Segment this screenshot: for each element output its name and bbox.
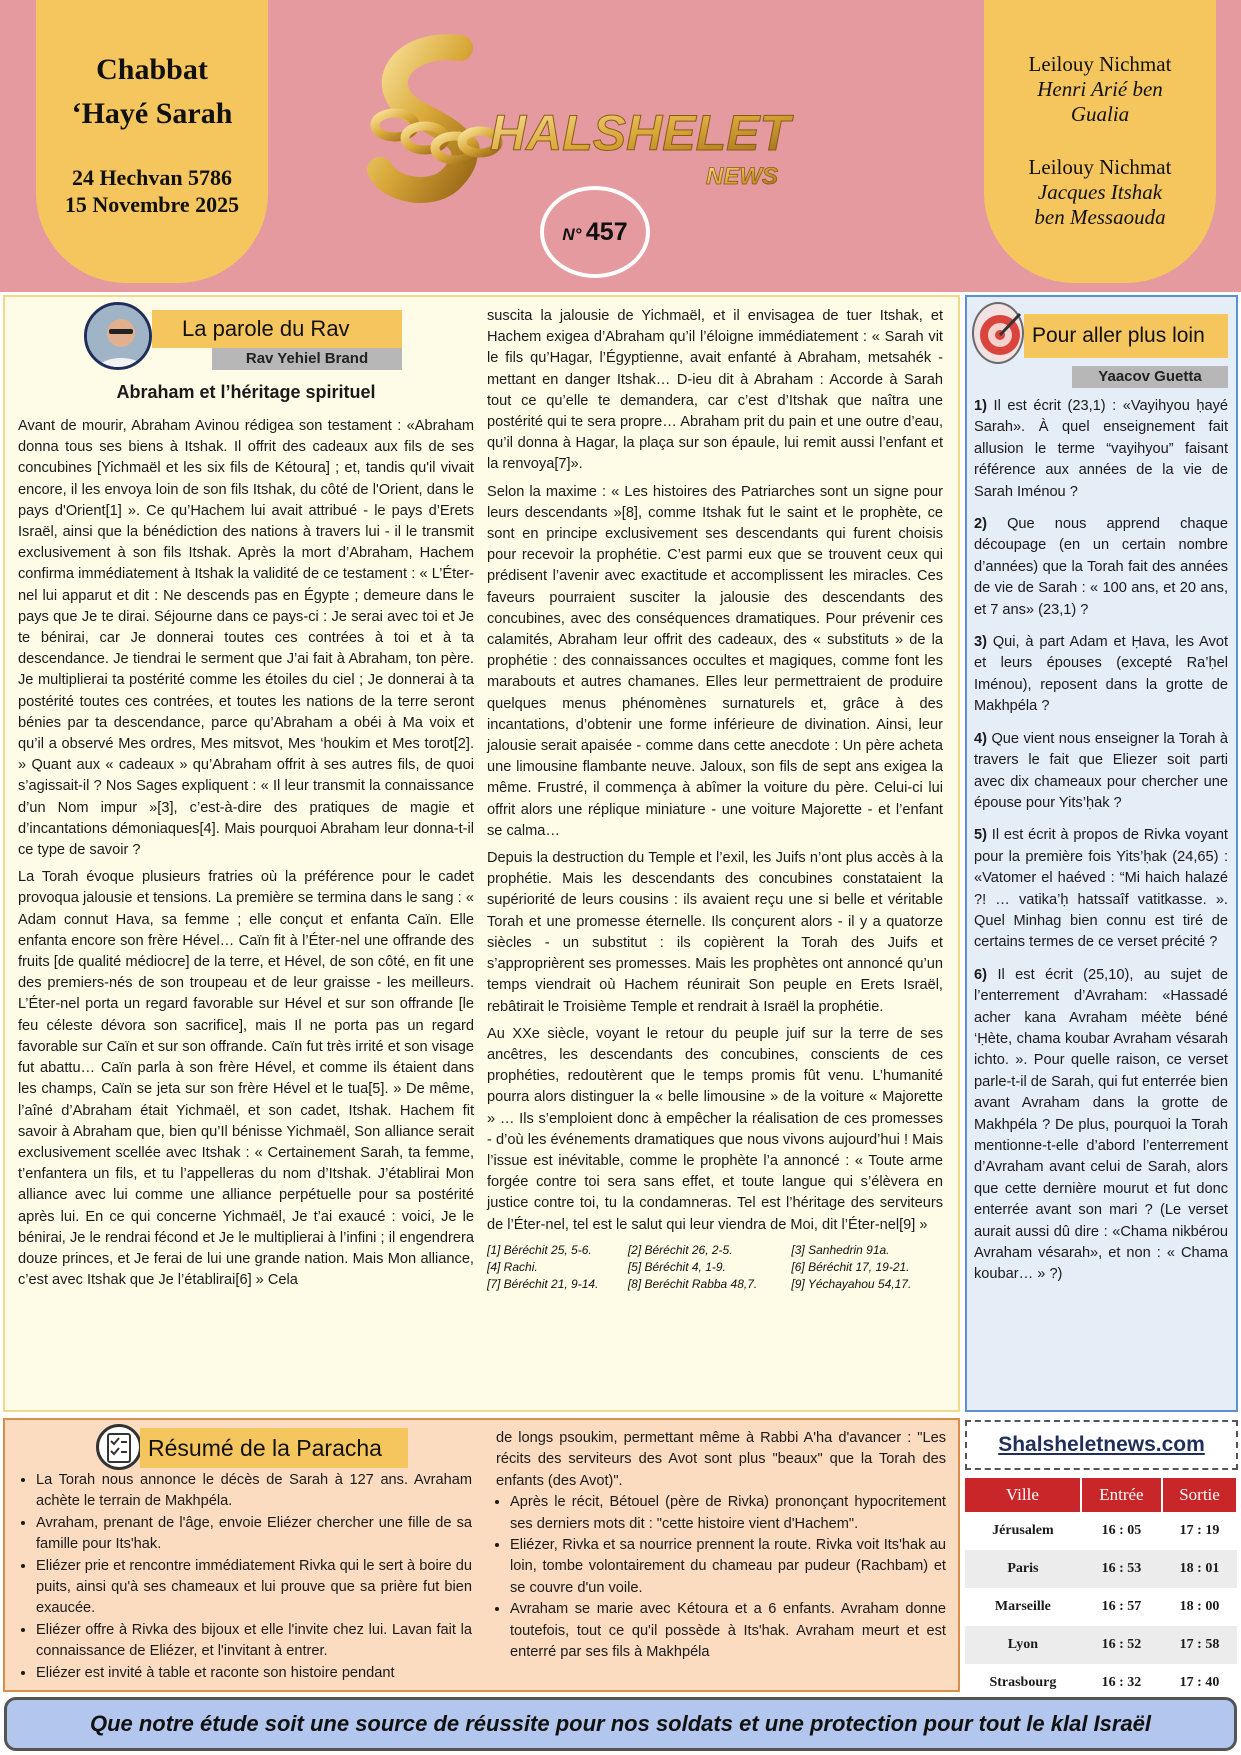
article-paragraph: suscita la jalousie de Yichmaël, et il envisagea de tuer Itshak, et Hachem exigea d’Abraham qu’il l’éloigne immédiatement : « Sarah vit le fils qu’Hagar, l’Égyptienne, avait enfanté à Abraham, metsahék - mettant en danger Itshak… D-ieu dit à Abraham : Accorde à Sarah tout ce qu’elle te demandera, car c’est d’Itshak que naîtra une postérité qui te sera propre… Abraham prit du pain et une outre d’eau, qu’il donna à Hagar, la plaça sur son épaule, lui remit aussi l’enfant et la renvoya[7]». (487, 308, 943, 473)
summary-item: • Eliézer prie et rencontre immédiatement Rivka qui le sert à boire du puits, ainsi qu'à ses chameaux et lui prouve que sa prière fut bien exaucée. (36, 1556, 472, 1620)
footnotes (487, 1242, 943, 1293)
column-header: Ville (965, 1478, 1081, 1512)
table-row: Jérusalem 16 : 05 17 : 19 (965, 1512, 1237, 1550)
website-box (965, 1420, 1238, 1470)
table-row: Marseille 16 : 57 18 : 00 (965, 1588, 1237, 1626)
question-item: 5) Il est écrit à propos de Rivka voyant pour la première fois Yits’ḥak (24,65) : «Vatomer el haéved : “Mi haich halazé ?! … vatika’ḥ hatssaîf vatitkasse. ». Quel Minhag bien connu est tiré de certains termes de ce verset précité ? (974, 827, 1228, 951)
hebrew-date: 24 Hechvan 5786 (71, 165, 233, 190)
summary-item: • Avraham, prenant de l'âge, envoie Eliézer chercher une fille de sa famille pour Its'hak. (36, 1513, 472, 1556)
questions-section-title: Pour aller plus loin (1024, 314, 1228, 358)
questions-list (974, 396, 1228, 1297)
table-row: Lyon 16 : 52 17 : 58 (965, 1626, 1237, 1664)
logo-subtitle: NEWS (706, 163, 778, 190)
logo-wordmark: HALSHELET (490, 105, 790, 161)
rav-author: Rav Yehiel Brand (212, 348, 402, 370)
footnote: [4] Rachi. (487, 1259, 538, 1274)
parasha-date-badge (36, 0, 268, 283)
footnote: [7] Béréchit 21, 9-14. (487, 1276, 599, 1291)
summary-item: • Eliézer offre à Rivka des bijoux et elle l'invite chez lui. Lavan fait la connaissance de Eliézer, et l'invitant à entrer. (36, 1620, 472, 1663)
footnote: [5] Béréchit 4, 1-9. (627, 1259, 726, 1274)
rav-section-title: La parole du Rav (152, 310, 402, 348)
shalshelet-logo (340, 30, 860, 210)
article-column-1 (18, 416, 474, 1297)
article-paragraph: Depuis la destruction du Temple et l’exil, les Juifs n’ont plus accès à la prophétie. Mais les descendants des concubines constataient la supériorité de leurs cousins : ils avaient reçu une si belle et véritable Torah et une promesse éternelle. Ils conçurent alors - il y a quatorze siècles - un substitut : ils copièrent la Torah des Juifs et s’approprièrent ses promesses. Mais les prophètes ont annoncé qu’un temps viendrait où Hachem réunirait Son peuple en Erets Israël, rebâtirait le Troisième Temple et rendrait à Israël la prophétie. (487, 850, 943, 1015)
footnote: [9] Yéchayahou 54,17. (791, 1276, 912, 1291)
footnote: [1] Béréchit 25, 5-6. (487, 1242, 592, 1257)
question-item: 4) Que vient nous enseigner la Torah à travers le fait que Eliezer soit parti avec dix chameaux pour chercher une épouse pour Yits’ḥak ? (974, 730, 1228, 811)
summary-continuation: de longs psoukim, permettant même à Rabbi A'ha d'avancer : "Les récits des serviteurs des Avot sont plus "beaux" que la Torah des enfants (des Avot)". (496, 1430, 946, 1489)
article-paragraph: La Torah évoque plusieurs fratries où la préférence pour le cadet provoqua jalousie et tensions. La première se termina dans le sang : « Adam connut Hava, sa femme ; elle conçut et enfanta Caïn. Elle enfanta encore son frère Hével… Caïn fit à l’Éter-nel une offrande des fruits [de qualité médiocre] de la terre, et Hével, de son côté, en fit une des premiers-nés de son troupeau et de leur graisse - les meilleurs. L’Éter-nel porta un regard favorable sur Hével et sur son offrande [le feu céleste dévora son sacrifice], mais Il ne porta pas un regard favorable sur Caïn et sur son offrande. Caïn fut très irrité et son visage fut abattu… Caïn parla à son frère Hével, et comme ils étaient dans les champs, Caïn se jeta sur son frère Hével et le tua[5]. » De même, l’aîné d’Abraham était Yichmaël, et son cadet, Itshak. Hachem fit savoir à Abraham que, bien qu’Il bénisse Yichmaël, Son alliance serait exclusivement scellée avec Itshak : « Certainement Sarah, ta femme, t’enfantera un fils, et tu l’appelleras du nom d’Itshak. J’établirai Mon alliance avec lui comme une alliance perpétuelle pour sa postérité après lui. En ce qui concerne Yichmaël, Je t’ai exaucé : voici, Je le bénirai, Je le rendrai fécond et Je le multiplierai à l’infini ; il engendrera douze princes, et Je ferai de lui une grande nation. Mais Mon alliance, c’est avec Itshak que Je l’établirai[6] » Cela (18, 869, 474, 1289)
column-header: Sortie (1162, 1478, 1237, 1512)
issue-number-badge (540, 186, 650, 278)
dedication-name-2a: Jacques Itshak (1037, 180, 1163, 204)
dedication-label-1: Leilouy Nichmat (1028, 52, 1172, 76)
page-header (0, 0, 1241, 292)
question-item: 1) Il est écrit (23,1) : «Vayihyou ḥayé Sarah». À quel enseignement fait allusion le terme “vayihyou” faisant référence aux années de la vie de Sarah Iménou ? (974, 398, 1228, 500)
table-row: Paris 16 : 53 18 : 01 (965, 1550, 1237, 1588)
dedication-label-2: Leilouy Nichmat (1028, 155, 1172, 179)
summary-item: • Après le récit, Bétouel (père de Rivka) prononçant hypocritement ses derniers mots dit : "cette histoire vient d'Hachem". (510, 1492, 946, 1535)
issue-prefix: N° (562, 225, 582, 244)
article-paragraph: Selon la maxime : « Les histoires des Patriarches sont un signe pour leurs descendants »[8], comme Itshak fut le saint et le prophète, ce sont en principe exclusivement ses descendants qui furent choisis pour recevoir la prophétie. C’est parmi eux que se trouvent ceux qui prédisent l’avenir avec exactitude et accomplissent les miracles. Ces faveurs pourraient susciter la jalousie des descendants des concubines, avec des conséquences dramatiques. Pour prévenir ces calamités, Abraham leur offrit des cadeaux, des « substituts » de la prophétie : des connaissances occultes et magiques, comme font les marabouts et autres chamanes. Elles leur permettraient de produire quelques menus phénomènes surnaturels et, grâce à des incantations, d’obtenir une forme inférieure de divination. Ainsi, leur jalousie serait apaisée - comme dans cette anecdote : Un père acheta une limousine flambante neuve. Jaloux, son fils de sept ans exigea la même. Frustré, il commença à abîmer la voiture du père. Celui-ci lui offrit alors une réplique miniature - une voiture Majorette - et l’enfant se calma… (487, 483, 943, 839)
website-link[interactable]: Shalsheletnews.com (998, 1433, 1205, 1456)
parasha-title-line1: Chabbat (96, 53, 208, 86)
footnote: [6] Béréchit 17, 19-21. (791, 1259, 910, 1274)
issue-number: 457 (585, 218, 628, 246)
dedication-name-2b: ben Messaouda (1034, 205, 1166, 229)
summary-item: • Eliézer, Rivka et sa nourrice prennent la route. Rivka voit Its'hak au loin, tombe volontairement du chameau par pudeur (Rachbam) et se couvre d'un voile. (510, 1535, 946, 1599)
column-header: Entrée (1081, 1478, 1162, 1512)
question-item: 3) Qui, à part Adam et Ḥava, les Avot et leurs épouses (excepté Ra’ḥel Iménou), reposent dans la grotte de Makhpéla ? (974, 634, 1228, 715)
footnote: [8] Beréchit Rabba 48,7. (627, 1276, 758, 1291)
dedication-badge (984, 0, 1216, 283)
article-title: Abraham et l’héritage spirituel (116, 382, 376, 402)
table-row: Strasbourg 16 : 32 17 : 40 (965, 1664, 1237, 1702)
summary-item: • La Torah nous annonce le décès de Sarah à 127 ans. Avraham achète le terrain de Makhpéla. (36, 1470, 472, 1513)
parasha-title-line2: ‘Hayé Sarah (71, 97, 233, 130)
article-column-2 (487, 306, 943, 1293)
summary-item: • Avraham se marie avec Kétoura et a 6 enfants. Avraham donne toutefois, tout ce qu'il possède à Its'hak. Avraham meurt et est enterré par ses fils à Makhpéla (510, 1599, 946, 1663)
footnote: [2] Béréchit 26, 2-5. (627, 1242, 733, 1257)
questions-author: Yaacov Guetta (1072, 366, 1228, 388)
footnote: [3] Sanhedrin 91a. (791, 1242, 890, 1257)
target-icon (972, 302, 1024, 364)
civil-date: 15 Novembre 2025 (64, 192, 240, 217)
checklist-icon (96, 1424, 142, 1470)
question-item: 2) Que nous apprend chaque découpage (en un certain nombre d’années) que la Torah fait des années de vie de Sarah : « 100 ans, et 20 ans, et 7 ans» (23,1) ? (974, 516, 1228, 618)
summary-section-title: Résumé de la Paracha (140, 1428, 408, 1468)
article-paragraph: Au XXe siècle, voyant le retour du peuple juif sur la terre de ses ancêtres, les descendants des concubines, conscients de ces prophéties, redoutèrent que le temps promis fût venu. L’humanité pourra alors distinguer la « belle limousine » de la voiture « Majorette » … Ils s’emploient donc à empêcher la réalisation de ces promesses - d’où les événements dramatiques que nous vivons aujourd’hui ! Mais l’issue est inévitable, comme le prophète l’a annoncé : « Toute arme forgée contre toi sera sans effet, et toute langue qui s’élèvera en justice contre toi, tu la condamneras. Tel est l’héritage des serviteurs de l’Éter-nel, tel est le salut qui leur viendra de Moi, dit l’Éter-nel[9] » (487, 1025, 943, 1233)
summary-item: • Eliézer est invité à table et raconte son histoire pendant (36, 1663, 472, 1684)
shabbat-times-table (965, 1478, 1238, 1702)
question-item: 6) Il est écrit (25,10), au sujet de l’enterrement d’Avraham: «Hassadé acher kana Avraham méète béné ‘Ḥète, chama koubar Avraham vésarah ichto. ». Pour quelle raison, ce verset parle-t-il de Sarah, qui fut enterrée bien avant Avraham dans la grotte de Makhpéla ? De plus, pourquoi la Torah mentionne-t-elle d’abord l’enterrement d’Avraham avant celui de Sarah, alors que cette dernière mourut et fut donc enterrée avant son mari ? (Le verset aurait aussi dû dire : «Chama nikbérou Avraham vésarah», et non : « Chama koubar… » ?) (974, 966, 1229, 1283)
article-paragraph: Avant de mourir, Abraham Avinou rédigea son testament : «Abraham donna tous ses biens à Itshak. Il offrit des cadeaux aux fils de ses concubines [Yichmaël et les six fils de Kétoura] ; et, tandis qu'il vivait encore, il les envoya loin de son fils Itshak, du côté de l'Orient, dans le pays d'Orient[1] ». Ce qu’Hachem lui avait attribué - le pays d’Erets Israël, ainsi que la bénédiction des nations à travers lui - il le transmit exclusivement à son fils Itshak. Après la mort d’Abraham, Hachem confirma immédiatement à Itshak la validité de ce testament : « L’Éter-nel lui apparut et dit : Ne descends pas en Égypte ; demeure dans le pays que Je te dirai. Séjourne dans ce pays-ci : Je serai avec toi et Je te bénirai, car Je donnerai toutes ces contrées à toi et à ta descendance. Je tiendrai le serment que J’ai fait à Abraham, ton père. Je multiplierai ta postérité comme les étoiles du ciel ; Je donnerai à ta postérité toutes ces contrées, et toutes les nations de la terre seront bénies par ta descendance, parce qu’Abraham a obéi à Ma voix et qu’il a observé Mes ordres, Mes mitsvot, Mes ‘houkim et Mes torot[2]. » Quant aux « cadeaux » qu’Abraham offrit à ses autres fils, de quoi s’agissait-il ? Nos Sages expliquent : « Il leur transmit la connaissance d’un Nom impur »[3], c’est-à-dire des pratiques de magie et d’incantations démoniaques[4]. Mais pourquoi Abraham leur donna-t-il ce type de savoir ? (18, 418, 474, 859)
footer-banner: Que notre étude soit une source de réussite pour nos soldats et une protection pour tout le klal Israël (4, 1697, 1237, 1751)
dedication-name-1b: Gualia (1070, 102, 1130, 126)
dedication-name-1a: Henri Arié ben (1037, 77, 1163, 101)
summary-column-1 (12, 1470, 472, 1684)
summary-column-2 (486, 1428, 946, 1663)
rav-avatar (84, 302, 152, 370)
